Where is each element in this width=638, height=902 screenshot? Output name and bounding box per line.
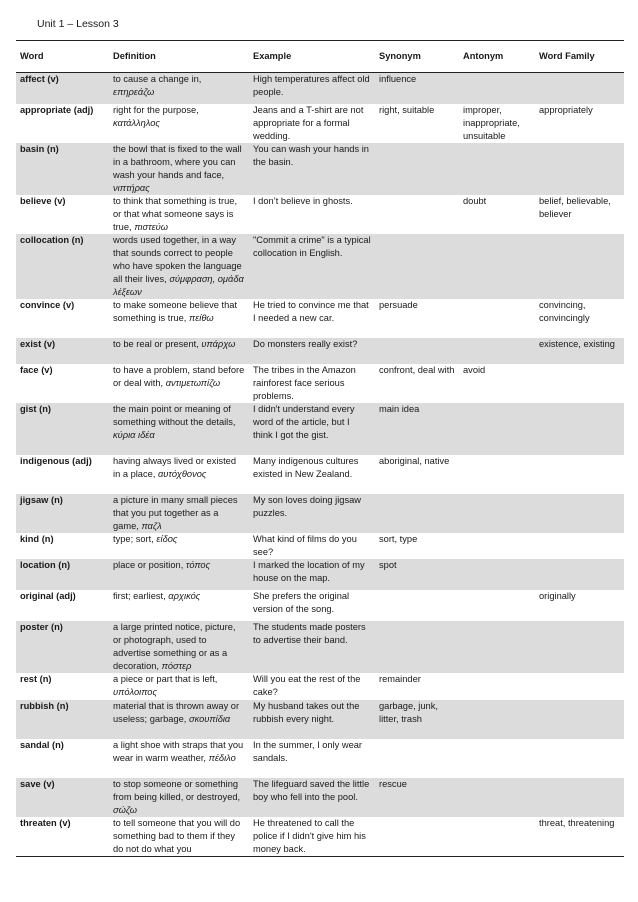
table-row <box>16 590 624 621</box>
word-cell: rest (n) <box>20 673 52 684</box>
word-family-cell <box>535 533 624 559</box>
greek-translation: κύρια ιδέα <box>113 429 155 440</box>
synonym-cell <box>375 817 459 857</box>
definition-cell <box>109 778 249 817</box>
example-cell: I marked the location of my house on the map. <box>249 559 375 590</box>
word-cell: indigenous (adj) <box>20 455 92 466</box>
word-cell: collocation (n) <box>16 234 109 299</box>
word-family-cell <box>535 234 624 299</box>
definition-text: to cause a change in, <box>113 74 202 84</box>
table-row <box>16 700 624 739</box>
word-cell: affect (v) <box>16 73 109 104</box>
column-header-word: Word <box>16 41 109 73</box>
word-cell: original (adj) <box>20 590 76 601</box>
antonym-cell <box>459 143 535 195</box>
column-header-example: Example <box>249 41 375 73</box>
word-family-cell <box>535 494 624 533</box>
example-cell: I didn't understand every word of the article, but I think I got the gist. <box>249 403 375 455</box>
word-family-cell <box>535 739 624 778</box>
definition-text: words used together, in a way that sounds correct to people who have spoken the language all their lives, <box>113 234 242 284</box>
definition-cell <box>109 494 249 533</box>
definition-text: to stop someone or something from being killed, or destroyed, <box>113 778 241 802</box>
column-header-definition: Definition <box>109 41 249 73</box>
greek-translation: σύμφραση, ομάδα λέξεων <box>113 273 244 297</box>
greek-translation: αντιμετωπίζω <box>165 377 221 388</box>
example-cell: You can wash your hands in the basin. <box>249 143 375 195</box>
definition-text: to have a problem, stand before or deal with, <box>113 364 245 388</box>
word-family-cell <box>535 621 624 673</box>
antonym-cell <box>459 700 535 739</box>
antonym-cell: doubt <box>463 195 487 206</box>
example-cell: The students made posters to advertise their band. <box>249 621 375 673</box>
definition-cell <box>109 455 249 494</box>
example-cell: Many indigenous cultures existed in New Zealand. <box>253 455 359 479</box>
synonym-cell <box>375 338 459 364</box>
vocabulary-table <box>16 40 624 857</box>
antonym-cell <box>459 455 535 494</box>
greek-translation: αυτόχθονος <box>157 468 207 479</box>
definition-text: a picture in many small pieces that you put together as a game, <box>113 494 238 531</box>
word-cell: location (n) <box>16 559 109 590</box>
word-cell: appropriate (adj) <box>20 104 94 115</box>
antonym-cell <box>459 299 535 338</box>
definition-text: first; earliest, <box>113 590 166 601</box>
word-cell: rubbish (n) <box>16 700 109 739</box>
word-cell: exist (v) <box>16 338 109 364</box>
synonym-cell: remainder <box>379 673 421 684</box>
table-row <box>16 621 624 673</box>
definition-text: to tell someone that you will do something bad to them if they do not do what you <box>113 817 241 854</box>
definition-cell <box>109 621 249 673</box>
definition-cell <box>109 104 249 143</box>
definition-text: the bowl that is fixed to the wall in a bathroom, where you can wash your hands and face, <box>113 143 242 180</box>
synonym-cell <box>375 621 459 673</box>
example-cell: Will you eat the rest of the cake? <box>253 673 361 697</box>
definition-cell <box>109 73 249 104</box>
synonym-cell <box>375 195 459 234</box>
greek-translation: τόπος <box>185 559 211 570</box>
greek-translation: είδος <box>156 533 178 544</box>
greek-translation: κατάλληλος <box>113 117 160 128</box>
word-cell: poster (n) <box>16 621 109 673</box>
antonym-cell <box>459 338 535 364</box>
antonym-cell <box>459 73 535 104</box>
word-cell: threaten (v) <box>16 817 109 857</box>
definition-cell <box>109 299 249 338</box>
example-cell: Do monsters really exist? <box>249 338 375 364</box>
table-header-row <box>16 41 624 73</box>
antonym-cell: improper, inappropriate, unsuitable <box>463 104 520 141</box>
word-family-cell <box>535 778 624 817</box>
definition-cell <box>109 817 249 857</box>
greek-translation: επηρεάζω <box>113 87 155 97</box>
definition-cell <box>109 364 249 403</box>
definition-text: the main point or meaning of something without the details, <box>113 403 236 427</box>
table-row <box>16 494 624 533</box>
definition-text: a large printed notice, picture, or photograph, used to advertise something or as a decoration, <box>113 621 236 671</box>
word-family-cell <box>535 403 624 455</box>
table-row <box>16 73 624 104</box>
synonym-cell: rescue <box>375 778 459 817</box>
example-cell: The lifeguard saved the little boy who fell into the pool. <box>249 778 375 817</box>
word-cell: jigsaw (n) <box>16 494 109 533</box>
definition-text: material that is thrown away or useless; garbage, <box>113 700 240 724</box>
word-cell: gist (n) <box>16 403 109 455</box>
greek-translation: πιστεύω <box>134 221 169 232</box>
antonym-cell <box>459 621 535 673</box>
definition-text: type; sort, <box>113 533 154 544</box>
antonym-cell <box>459 590 535 621</box>
table-row <box>16 817 624 857</box>
example-cell: I don’t believe in ghosts. <box>253 195 353 206</box>
example-cell: The tribes in the Amazon rainforest face serious problems. <box>253 364 356 401</box>
synonym-cell <box>375 739 459 778</box>
synonym-cell: main idea <box>375 403 459 455</box>
table-row <box>16 195 624 234</box>
word-family-cell <box>535 700 624 739</box>
definition-cell <box>109 590 249 621</box>
definition-text: a piece or part that is left, <box>113 673 218 684</box>
table-row <box>16 104 624 143</box>
definition-cell <box>109 700 249 739</box>
synonym-cell: confront, deal with <box>379 364 455 375</box>
table-row <box>16 739 624 778</box>
antonym-cell <box>459 673 535 700</box>
example-cell: He tried to convince me that I needed a new car. <box>253 299 369 323</box>
synonym-cell: garbage, junk, litter, trash <box>375 700 459 739</box>
unit-lesson-header: Unit 1 – Lesson 3 <box>37 18 119 30</box>
word-cell: basin (n) <box>16 143 109 195</box>
example-cell: "Commit a crime" is a typical collocation in English. <box>249 234 375 299</box>
definition-text: right for the purpose, <box>113 104 199 115</box>
greek-translation: σώζω <box>113 804 137 815</box>
definition-cell <box>109 533 249 559</box>
word-family-cell: belief, believable, believer <box>539 195 611 219</box>
word-family-cell: threat, threatening <box>535 817 624 857</box>
column-header-antonym: Antonym <box>459 41 535 73</box>
greek-translation: πόστερ <box>161 660 192 671</box>
word-cell: face (v) <box>20 364 53 375</box>
table-row <box>16 299 624 338</box>
antonym-cell <box>459 778 535 817</box>
definition-cell <box>109 559 249 590</box>
table-row <box>16 143 624 195</box>
word-family-cell <box>535 143 624 195</box>
definition-text: having always lived or existed in a place, <box>113 455 236 479</box>
greek-translation: αρχικός <box>168 590 201 601</box>
word-family-cell <box>535 364 624 403</box>
greek-translation: σκουπίδια <box>188 713 231 724</box>
table-row <box>16 455 624 494</box>
definition-text: to be real or present, <box>113 338 199 349</box>
synonym-cell: sort, type <box>379 533 418 544</box>
column-header-word-family: Word Family <box>535 41 624 73</box>
antonym-cell <box>459 739 535 778</box>
antonym-cell <box>459 817 535 857</box>
definition-cell <box>109 338 249 364</box>
antonym-cell: avoid <box>463 364 486 375</box>
antonym-cell <box>459 403 535 455</box>
definition-text: to make someone believe that something is true, <box>113 299 238 323</box>
table-row <box>16 234 624 299</box>
example-cell: He threatened to call the police if I didn't give him his money back. <box>249 817 375 857</box>
table-row <box>16 559 624 590</box>
word-family-cell: convincing, convincingly <box>539 299 590 323</box>
word-family-cell <box>535 73 624 104</box>
definition-text: place or position, <box>113 559 184 570</box>
definition-cell <box>109 143 249 195</box>
word-cell: convince (v) <box>20 299 75 310</box>
antonym-cell <box>459 234 535 299</box>
greek-translation: παζλ <box>141 520 162 531</box>
table-row <box>16 338 624 364</box>
table-row <box>16 673 624 700</box>
example-cell: She prefers the original version of the song. <box>253 590 350 614</box>
word-family-cell: existence, existing <box>535 338 624 364</box>
definition-cell <box>109 403 249 455</box>
word-cell: save (v) <box>16 778 109 817</box>
example-cell: What kind of films do you see? <box>253 533 357 557</box>
antonym-cell <box>459 559 535 590</box>
definition-cell <box>109 673 249 700</box>
antonym-cell <box>459 533 535 559</box>
greek-translation: υπάρχω <box>201 338 236 349</box>
word-family-cell <box>535 673 624 700</box>
synonym-cell <box>375 590 459 621</box>
synonym-cell: aboriginal, native <box>379 455 450 466</box>
example-cell: My husband takes out the rubbish every night. <box>249 700 375 739</box>
definition-cell <box>109 739 249 778</box>
synonym-cell <box>375 143 459 195</box>
synonym-cell <box>375 234 459 299</box>
synonym-cell: persuade <box>379 299 418 310</box>
word-cell: kind (n) <box>20 533 54 544</box>
column-header-synonym: Synonym <box>375 41 459 73</box>
greek-translation: πείθω <box>188 312 214 323</box>
greek-translation: υπόλοιπος <box>113 686 157 697</box>
synonym-cell <box>375 494 459 533</box>
definition-cell <box>109 234 249 299</box>
synonym-cell: right, suitable <box>379 104 435 115</box>
example-cell: Jeans and a T-shirt are not appropriate for a formal wedding. <box>253 104 364 141</box>
table-row <box>16 403 624 455</box>
example-cell: High temperatures affect old people. <box>249 73 375 104</box>
word-family-cell: originally <box>539 590 576 601</box>
word-family-cell: appropriately <box>539 104 593 115</box>
table-row <box>16 533 624 559</box>
word-family-cell <box>535 559 624 590</box>
synonym-cell: spot <box>375 559 459 590</box>
table-row <box>16 364 624 403</box>
greek-translation: νιπτήρας <box>113 182 150 193</box>
greek-translation: πέδιλο <box>208 752 236 763</box>
definition-text: to think that something is true, or that what someone says is true, <box>113 195 238 232</box>
word-cell: believe (v) <box>20 195 66 206</box>
word-family-cell <box>535 455 624 494</box>
vocabulary-table-body <box>16 73 624 857</box>
word-cell: sandal (n) <box>20 739 64 750</box>
definition-text: a light shoe with straps that you wear in warm weather, <box>113 739 244 763</box>
table-row <box>16 778 624 817</box>
antonym-cell <box>459 494 535 533</box>
example-cell: In the summer, I only wear sandals. <box>253 739 363 763</box>
example-cell: My son loves doing jigsaw puzzles. <box>249 494 375 533</box>
synonym-cell: influence <box>375 73 459 104</box>
definition-cell <box>109 195 249 234</box>
